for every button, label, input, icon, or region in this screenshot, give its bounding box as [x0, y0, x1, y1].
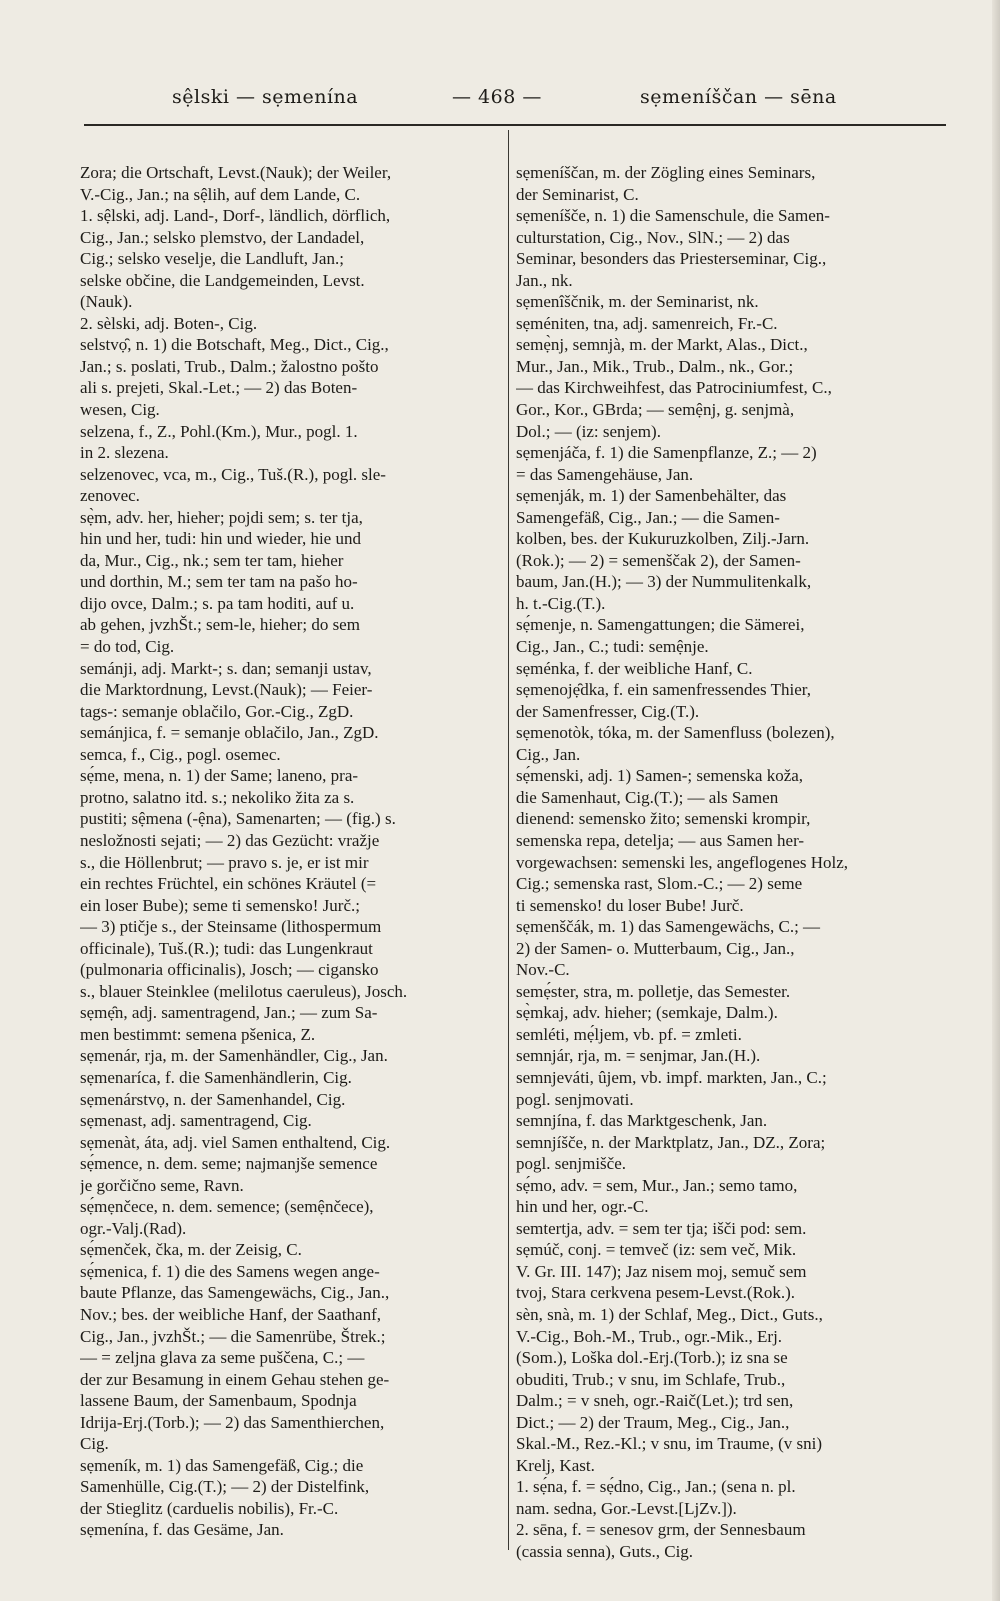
text-line: pustiti; sệmena (-ệna), Samenarten; — (fig.) s. [80, 809, 396, 829]
text-line: hin und her, ogr.-C. [516, 1197, 649, 1217]
text-line: sẹmenast, adj. samentragend, Cig. [80, 1111, 312, 1131]
text-line: semánjica, f. = semanje oblačilo, Jan., ZgD. [80, 723, 379, 743]
text-line: (pulmonaria officinalis), Josch; — cigansko [80, 960, 379, 980]
text-line: sẹmenjáča, f. 1) die Samenpflanze, Z.; — 2) [516, 443, 817, 463]
text-line: protno, salatno itd. s.; nekoliko žita za s. [80, 787, 355, 807]
text-line: Jan.; s. poslati, Trub., Dalm.; žalostno pošto [80, 356, 379, 376]
text-line: kolben, bes. der Kukuruzkolben, Zilj.-Jarn. [516, 529, 810, 549]
text-line: (cassia senna), Guts., Cig. [516, 1542, 694, 1561]
header-rule [84, 124, 946, 126]
text-line: Seminar, besonders das Priesterseminar, Cig., [516, 249, 827, 269]
text-line: sẹ́mo, adv. = sem, Mur., Jan.; semo tamo, [516, 1175, 798, 1195]
text-line: dijo ovce, Dalm.; s. pa tam hoditi, auf u. [80, 593, 355, 613]
text-line: — das Kirchweihfest, das Patrociniumfest, C., [516, 378, 832, 398]
text-line: sẹmenína, f. das Gesäme, Jan. [80, 1520, 284, 1540]
text-line: selzenovec, vca, m., Cig., Tuš.(R.), pogl. sle- [80, 464, 386, 484]
text-line: men bestimmt: semena pšenica, Z. [80, 1024, 316, 1044]
text-line: dienend: semensko žito; semenski krompir, [516, 809, 811, 829]
text-line: ali s. prejeti, Skal.-Let.; — 2) das Boten- [80, 378, 358, 398]
text-line: = do tod, Cig. [80, 637, 175, 657]
text-line: wesen, Cig. [80, 400, 160, 420]
text-line: nesložnosti sejati; — 2) das Gezücht: vražje [80, 830, 380, 850]
text-line: semléti, mẹ́ljem, vb. pf. = zmleti. [516, 1024, 742, 1044]
right-column [516, 162, 948, 1563]
text-line: V. Gr. III. 147); Jaz nisem moj, semuč sem [516, 1261, 807, 1281]
text-line: — 3) ptičje s., der Steinsame (lithospermum [80, 917, 382, 937]
text-line: sẹmenàt, áta, adj. viel Samen enthaltend, Cig. [80, 1132, 391, 1152]
text-line: sẹmenotòk, tóka, m. der Samenfluss (bolezen), [516, 723, 835, 743]
text-line: 2) der Samen- o. Mutterbaum, Cig., Jan., [516, 938, 795, 958]
text-line: Zora; die Ortschaft, Levst.(Nauk); der Weiler, [80, 163, 392, 182]
text-line: der Stieglitz (carduelis nobilis), Fr.-C. [80, 1498, 339, 1518]
text-line: Krelj, Kast. [516, 1455, 595, 1475]
text-line: V.-Cig., Boh.-M., Trub., ogr.-Mik., Erj. [516, 1326, 783, 1346]
text-line: ein rechtes Früchtel, ein schönes Kräutel (= [80, 874, 377, 894]
header-right-entry: sẹmeníščan — sēna [640, 86, 837, 108]
text-line: Cig., Jan.; selsko plemstvo, der Landadel, [80, 227, 365, 247]
left-column [80, 162, 496, 1541]
running-header [0, 86, 1000, 116]
text-line: s., die Höllenbrut; — pravo s. je, er ist mir [80, 852, 369, 872]
text-line: sẹmeníščan, m. der Zögling eines Seminars, [516, 163, 816, 182]
text-line: hin und her, tudi: hin und wieder, hie und [80, 529, 361, 549]
text-line: nam. sedna, Gor.-Levst.[LjZv.]). [516, 1498, 737, 1518]
text-line: sẹ́menski, adj. 1) Samen-; semenska koža, [516, 766, 804, 786]
text-line: sẹ́menček, čka, m. der Zeisig, C. [80, 1240, 302, 1260]
text-line: sẹmenják, m. 1) der Samenbehälter, das [516, 486, 787, 506]
text-line: culturstation, Cig., Nov., SlN.; — 2) das [516, 227, 790, 247]
text-line: sẹméniten, tna, adj. samenreich, Fr.-C. [516, 313, 778, 333]
text-line: officinale), Tuš.(R.); tudi: das Lungenkraut [80, 938, 373, 958]
text-line: semnjár, rja, m. = senjmar, Jan.(H.). [516, 1046, 761, 1066]
text-line: Jan., nk. [516, 270, 573, 290]
text-line: Cig., Jan., jvzhŠt.; — die Samenrübe, Štrek.; [80, 1326, 386, 1346]
text-line: sẹ̀mkaj, adv. hieher; (semkaje, Dalm.). [516, 1003, 778, 1023]
text-line: (Rok.); — 2) = semenščak 2), der Samen- [516, 550, 801, 570]
text-line: sẹmenojẹ̑dka, f. ein samenfressendes Thier, [516, 680, 811, 700]
text-line: tvoj, Stara cerkvena pesem-Levst.(Rok.). [516, 1283, 795, 1303]
text-line: die Marktordnung, Levst.(Nauk); — Feier- [80, 680, 373, 700]
text-line: der Seminarist, C. [516, 184, 639, 204]
text-line: sẹmẹ̑n, adj. samentragend, Jan.; — zum Sa- [80, 1003, 378, 1023]
text-line: ogr.-Valj.(Rad). [80, 1218, 187, 1238]
text-line: sẹ́menica, f. 1) die des Samens wegen ange- [80, 1261, 380, 1281]
text-line: s., blauer Steinklee (melilotus caeruleus), Josch. [80, 981, 408, 1001]
text-line: 2. sèlski, adj. Boten-, Cig. [80, 313, 258, 333]
text-line: die Samenhaut, Cig.(T.); — als Samen [516, 787, 779, 807]
text-line: sẹménka, f. der weibliche Hanf, C. [516, 658, 753, 678]
text-line: sèn, snà, m. 1) der Schlaf, Meg., Dict., Guts., [516, 1304, 823, 1324]
text-line: semenska repa, detelja; — aus Samen her- [516, 830, 805, 850]
text-line: sẹ́mence, n. dem. seme; najmanjše semence [80, 1154, 378, 1174]
text-line: sẹmeník, m. 1) das Samengefäß, Cig.; die [80, 1455, 364, 1475]
text-line: — = zeljna glava za seme puščena, C.; — [80, 1348, 365, 1368]
text-line: = das Samengehäuse, Jan. [516, 464, 694, 484]
text-line: selske občine, die Landgemeinden, Levst. [80, 270, 365, 290]
text-line: ti semensko! du loser Bube! Jurč. [516, 895, 744, 915]
text-line: und dorthin, M.; sem ter tam na pašo ho- [80, 572, 358, 592]
text-line: sẹmenárstvọ, n. der Samenhandel, Cig. [80, 1089, 346, 1109]
text-line: der Samenfresser, Cig.(T.). [516, 701, 700, 721]
text-line: Cig.; semenska rast, Slom.-C.; — 2) seme [516, 874, 803, 894]
text-line: sẹmúč, conj. = temveč (iz: sem več, Mik. [516, 1240, 797, 1260]
text-line: Samengefäß, Cig., Jan.; — die Samen- [516, 507, 780, 527]
text-line: sẹ̀m, adv. her, hieher; pojdi sem; s. ter tja, [80, 507, 363, 527]
text-line: pogl. senjmovati. [516, 1089, 634, 1109]
text-line: vorgewachsen: semenski les, angeflogenes Holz, [516, 852, 849, 872]
text-line: tags-: semanje oblačilo, Gor.-Cig., ZgD. [80, 701, 354, 721]
header-left-entry: sệlski — sẹmenína [172, 86, 359, 108]
text-line: lassene Baum, der Samenbaum, Spodnja [80, 1391, 357, 1411]
text-line: Mur., Jan., Mik., Trub., Dalm., nk., Gor.; [516, 356, 794, 376]
text-line: Cig., Jan., C.; tudi: semệnje. [516, 637, 709, 657]
text-line: sẹ́mẹnčece, n. dem. semence; (semệnčece), [80, 1197, 374, 1217]
text-line: h. t.-Cig.(T.). [516, 593, 606, 613]
text-line: selstvọ̑, n. 1) die Botschaft, Meg., Dict., Cig., [80, 335, 389, 355]
text-line: sẹmeníšče, n. 1) die Samenschule, die Samen- [516, 206, 830, 226]
text-line: ab gehen, jvzhŠt.; sem-le, hieher; do sem [80, 615, 360, 635]
text-line: sẹmenîščnik, m. der Seminarist, nk. [516, 292, 759, 312]
text-line: sẹmenaríca, f. die Samenhändlerin, Cig. [80, 1067, 352, 1087]
text-line: semtertja, adv. = sem ter tja; išči pod: sem. [516, 1218, 807, 1238]
page-number: — 468 — [452, 86, 542, 108]
text-line: Nov.; bes. der weibliche Hanf, der Saathanf, [80, 1304, 382, 1324]
text-line: sẹmenščák, m. 1) das Samengewächs, C.; — [516, 917, 821, 937]
text-line: V.-Cig., Jan.; na sệlih, auf dem Lande, C. [80, 184, 361, 204]
text-line: (Som.), Loška dol.-Erj.(Torb.); iz sna se [516, 1348, 788, 1368]
text-line: in 2. slezena. [80, 443, 169, 463]
text-line: 1. sệlski, adj. Land-, Dorf-, ländlich, dörflich, [80, 206, 391, 226]
text-line: zenovec. [80, 486, 140, 506]
text-line: sẹ́menje, n. Samengattungen; die Sämerei, [516, 615, 805, 635]
text-line: Dalm.; = v sneh, ogr.-Raič(Let.); trd sen, [516, 1391, 794, 1411]
text-line: Cig., Jan. [516, 744, 581, 764]
page-edge [992, 0, 1000, 1601]
text-line: je gorčično seme, Ravn. [80, 1175, 244, 1195]
text-line: baute Pflanze, das Samengewächs, Cig., Jan., [80, 1283, 390, 1303]
text-line: semánji, adj. Markt-; s. dan; semanji ustav, [80, 658, 372, 678]
text-line: semnjíšče, n. der Marktplatz, Jan., DZ., Zora; [516, 1132, 826, 1152]
text-line: baum, Jan.(H.); — 3) der Nummulitenkalk, [516, 572, 812, 592]
column-divider [508, 130, 509, 1550]
text-line: da, Mur., Cig., nk.; sem ter tam, hieher [80, 550, 344, 570]
text-line: 1. sẹ́na, f. = sẹ́dno, Cig., Jan.; (sena n. pl. [516, 1477, 796, 1497]
text-line: 2. sēna, f. = senesov grm, der Sennesbaum [516, 1520, 806, 1540]
text-line: sẹ́me, mena, n. 1) der Same; laneno, pra- [80, 766, 359, 786]
text-line: semẹ̀nj, semnjà, m. der Markt, Alas., Dict., [516, 335, 808, 355]
text-line: semnjeváti, ûjem, vb. impf. markten, Jan., C.; [516, 1067, 827, 1087]
text-line: Cig.; selsko veselje, die Landluft, Jan.; [80, 249, 344, 269]
text-line: Skal.-M., Rez.-Kl.; v snu, im Traume, (v sni) [516, 1434, 822, 1454]
text-line: semca, f., Cig., pogl. osemec. [80, 744, 281, 764]
text-line: Gor., Kor., GBrda; — semệnj, g. senjmà, [516, 400, 795, 420]
text-line: Nov.-C. [516, 960, 570, 980]
text-line: Dict.; — 2) der Traum, Meg., Cig., Jan., [516, 1412, 790, 1432]
text-line: semẹ́ster, stra, m. polletje, das Semester. [516, 981, 791, 1001]
text-line: pogl. senjmišče. [516, 1154, 627, 1174]
text-line: Samenhülle, Cig.(T.); — 2) der Distelfink, [80, 1477, 370, 1497]
text-line: selzena, f., Z., Pohl.(Km.), Mur., pogl. 1. [80, 421, 358, 441]
text-line: Idrija-Erj.(Torb.); — 2) das Samenthierchen, [80, 1412, 385, 1432]
text-line: obuditi, Trub.; v snu, im Schlafe, Trub., [516, 1369, 786, 1389]
text-line: Cig. [80, 1434, 109, 1454]
text-line: der zur Besamung in einem Gehau stehen ge- [80, 1369, 390, 1389]
text-line: sẹmenár, rja, m. der Samenhändler, Cig., Jan. [80, 1046, 388, 1066]
text-line: (Nauk). [80, 292, 133, 312]
text-line: Dol.; — (iz: senjem). [516, 421, 661, 441]
text-line: ein loser Bube); seme ti semensko! Jurč.; [80, 895, 360, 915]
text-line: semnjína, f. das Marktgeschenk, Jan. [516, 1111, 768, 1131]
